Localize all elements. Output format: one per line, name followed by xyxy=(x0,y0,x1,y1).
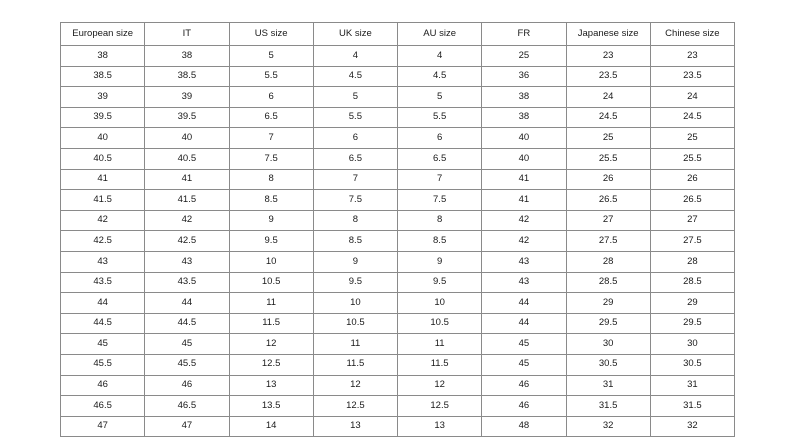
table-cell: 25 xyxy=(566,128,650,149)
column-header: UK size xyxy=(313,23,397,46)
table-cell: 8.5 xyxy=(398,231,482,252)
table-cell: 43.5 xyxy=(61,272,145,293)
table-cell: 40.5 xyxy=(61,148,145,169)
table-row xyxy=(61,210,735,231)
table-cell: 24.5 xyxy=(566,107,650,128)
table-cell: 46 xyxy=(145,375,229,396)
table-cell: 38.5 xyxy=(61,66,145,87)
table-cell: 8 xyxy=(313,210,397,231)
table-cell: 29.5 xyxy=(566,313,650,334)
table-cell: 31.5 xyxy=(566,396,650,417)
size-conversion-table-container xyxy=(60,22,735,437)
table-cell: 25 xyxy=(650,128,734,149)
table-cell: 11 xyxy=(229,293,313,314)
table-cell: 31 xyxy=(566,375,650,396)
table-cell: 42.5 xyxy=(61,231,145,252)
table-cell: 46 xyxy=(61,375,145,396)
table-cell: 30 xyxy=(650,334,734,355)
table-row xyxy=(61,396,735,417)
table-cell: 45 xyxy=(482,354,566,375)
column-header: IT xyxy=(145,23,229,46)
table-cell: 4 xyxy=(398,46,482,67)
column-header: Japanese size xyxy=(566,23,650,46)
table-cell: 6 xyxy=(313,128,397,149)
table-cell: 38 xyxy=(482,107,566,128)
table-row xyxy=(61,334,735,355)
table-cell: 45.5 xyxy=(145,354,229,375)
column-header: US size xyxy=(229,23,313,46)
table-cell: 9 xyxy=(313,251,397,272)
table-cell: 40 xyxy=(145,128,229,149)
table-cell: 32 xyxy=(650,416,734,437)
table-cell: 4.5 xyxy=(398,66,482,87)
table-cell: 13 xyxy=(313,416,397,437)
table-cell: 32 xyxy=(566,416,650,437)
table-cell: 40.5 xyxy=(145,148,229,169)
table-cell: 39.5 xyxy=(61,107,145,128)
table-cell: 9.5 xyxy=(313,272,397,293)
table-cell: 47 xyxy=(145,416,229,437)
table-cell: 41 xyxy=(61,169,145,190)
table-row xyxy=(61,251,735,272)
table-cell: 4.5 xyxy=(313,66,397,87)
table-cell: 6.5 xyxy=(229,107,313,128)
column-header: FR xyxy=(482,23,566,46)
table-cell: 43 xyxy=(482,251,566,272)
table-cell: 10.5 xyxy=(313,313,397,334)
table-cell: 12 xyxy=(398,375,482,396)
table-cell: 39.5 xyxy=(145,107,229,128)
table-cell: 45 xyxy=(61,334,145,355)
table-cell: 24 xyxy=(650,87,734,108)
table-cell: 11.5 xyxy=(313,354,397,375)
table-cell: 23 xyxy=(566,46,650,67)
table-cell: 9.5 xyxy=(398,272,482,293)
table-cell: 10.5 xyxy=(398,313,482,334)
table-cell: 46.5 xyxy=(145,396,229,417)
table-cell: 9 xyxy=(398,251,482,272)
table-cell: 40 xyxy=(482,128,566,149)
table-row xyxy=(61,87,735,108)
table-cell: 7.5 xyxy=(313,190,397,211)
table-cell: 13 xyxy=(229,375,313,396)
table-cell: 7 xyxy=(229,128,313,149)
table-cell: 28.5 xyxy=(650,272,734,293)
table-cell: 8 xyxy=(398,210,482,231)
table-cell: 41 xyxy=(482,190,566,211)
table-cell: 30.5 xyxy=(566,354,650,375)
table-cell: 31 xyxy=(650,375,734,396)
table-cell: 43 xyxy=(145,251,229,272)
table-cell: 44 xyxy=(61,293,145,314)
table-cell: 14 xyxy=(229,416,313,437)
table-cell: 13.5 xyxy=(229,396,313,417)
table-cell: 6 xyxy=(229,87,313,108)
table-cell: 7 xyxy=(398,169,482,190)
table-cell: 11.5 xyxy=(398,354,482,375)
table-cell: 28.5 xyxy=(566,272,650,293)
table-cell: 42 xyxy=(482,210,566,231)
table-cell: 26 xyxy=(650,169,734,190)
table-cell: 26 xyxy=(566,169,650,190)
table-cell: 11 xyxy=(313,334,397,355)
table-cell: 23.5 xyxy=(566,66,650,87)
column-header: Chinese size xyxy=(650,23,734,46)
table-cell: 43 xyxy=(61,251,145,272)
table-cell: 45 xyxy=(145,334,229,355)
table-cell: 45 xyxy=(482,334,566,355)
table-cell: 29.5 xyxy=(650,313,734,334)
table-cell: 28 xyxy=(650,251,734,272)
table-cell: 5 xyxy=(398,87,482,108)
table-row xyxy=(61,128,735,149)
column-header: European size xyxy=(61,23,145,46)
table-row xyxy=(61,416,735,437)
table-cell: 42 xyxy=(145,210,229,231)
table-cell: 47 xyxy=(61,416,145,437)
table-cell: 27.5 xyxy=(566,231,650,252)
table-cell: 10.5 xyxy=(229,272,313,293)
table-cell: 46.5 xyxy=(61,396,145,417)
table-cell: 9 xyxy=(229,210,313,231)
table-cell: 42 xyxy=(61,210,145,231)
table-cell: 26.5 xyxy=(650,190,734,211)
table-header-row xyxy=(61,23,735,46)
table-row xyxy=(61,293,735,314)
table-cell: 38 xyxy=(61,46,145,67)
table-cell: 4 xyxy=(313,46,397,67)
table-cell: 23.5 xyxy=(650,66,734,87)
table-cell: 29 xyxy=(566,293,650,314)
table-cell: 9.5 xyxy=(229,231,313,252)
table-row xyxy=(61,66,735,87)
table-row xyxy=(61,272,735,293)
table-cell: 42 xyxy=(482,231,566,252)
table-cell: 12.5 xyxy=(313,396,397,417)
table-cell: 43 xyxy=(482,272,566,293)
table-cell: 39 xyxy=(145,87,229,108)
table-cell: 41.5 xyxy=(61,190,145,211)
table-cell: 43.5 xyxy=(145,272,229,293)
table-cell: 25.5 xyxy=(566,148,650,169)
table-row xyxy=(61,375,735,396)
table-cell: 10 xyxy=(229,251,313,272)
table-cell: 12.5 xyxy=(398,396,482,417)
table-cell: 41 xyxy=(482,169,566,190)
table-cell: 12 xyxy=(229,334,313,355)
table-cell: 10 xyxy=(313,293,397,314)
table-cell: 5 xyxy=(229,46,313,67)
table-cell: 7.5 xyxy=(229,148,313,169)
table-cell: 44 xyxy=(482,293,566,314)
table-cell: 26.5 xyxy=(566,190,650,211)
table-cell: 5 xyxy=(313,87,397,108)
table-cell: 42.5 xyxy=(145,231,229,252)
table-row xyxy=(61,231,735,252)
table-cell: 5.5 xyxy=(229,66,313,87)
table-cell: 28 xyxy=(566,251,650,272)
table-cell: 25 xyxy=(482,46,566,67)
table-cell: 7.5 xyxy=(398,190,482,211)
table-cell: 6 xyxy=(398,128,482,149)
table-cell: 5.5 xyxy=(398,107,482,128)
table-cell: 25.5 xyxy=(650,148,734,169)
table-cell: 38 xyxy=(482,87,566,108)
table-row xyxy=(61,169,735,190)
table-cell: 44.5 xyxy=(61,313,145,334)
table-cell: 27 xyxy=(650,210,734,231)
table-cell: 39 xyxy=(61,87,145,108)
table-cell: 46 xyxy=(482,396,566,417)
table-cell: 24.5 xyxy=(650,107,734,128)
table-cell: 12 xyxy=(313,375,397,396)
table-cell: 44 xyxy=(482,313,566,334)
table-cell: 7 xyxy=(313,169,397,190)
column-header: AU size xyxy=(398,23,482,46)
table-body xyxy=(61,46,735,437)
table-cell: 27 xyxy=(566,210,650,231)
table-cell: 12.5 xyxy=(229,354,313,375)
table-cell: 11 xyxy=(398,334,482,355)
table-cell: 36 xyxy=(482,66,566,87)
table-cell: 8.5 xyxy=(229,190,313,211)
table-cell: 11.5 xyxy=(229,313,313,334)
table-row xyxy=(61,46,735,67)
table-cell: 38.5 xyxy=(145,66,229,87)
table-cell: 30.5 xyxy=(650,354,734,375)
table-cell: 13 xyxy=(398,416,482,437)
table-row xyxy=(61,354,735,375)
table-cell: 27.5 xyxy=(650,231,734,252)
size-conversion-table xyxy=(60,22,735,437)
table-row xyxy=(61,190,735,211)
table-cell: 45.5 xyxy=(61,354,145,375)
table-cell: 29 xyxy=(650,293,734,314)
table-cell: 31.5 xyxy=(650,396,734,417)
table-cell: 8.5 xyxy=(313,231,397,252)
table-cell: 46 xyxy=(482,375,566,396)
table-cell: 38 xyxy=(145,46,229,67)
table-cell: 44.5 xyxy=(145,313,229,334)
table-row xyxy=(61,313,735,334)
table-cell: 41.5 xyxy=(145,190,229,211)
table-cell: 40 xyxy=(61,128,145,149)
table-cell: 6.5 xyxy=(313,148,397,169)
table-cell: 44 xyxy=(145,293,229,314)
table-header xyxy=(61,23,735,46)
table-cell: 30 xyxy=(566,334,650,355)
table-row xyxy=(61,107,735,128)
table-cell: 23 xyxy=(650,46,734,67)
table-row xyxy=(61,148,735,169)
table-cell: 40 xyxy=(482,148,566,169)
table-cell: 24 xyxy=(566,87,650,108)
table-cell: 8 xyxy=(229,169,313,190)
table-cell: 6.5 xyxy=(398,148,482,169)
table-cell: 10 xyxy=(398,293,482,314)
table-cell: 48 xyxy=(482,416,566,437)
table-cell: 5.5 xyxy=(313,107,397,128)
table-cell: 41 xyxy=(145,169,229,190)
